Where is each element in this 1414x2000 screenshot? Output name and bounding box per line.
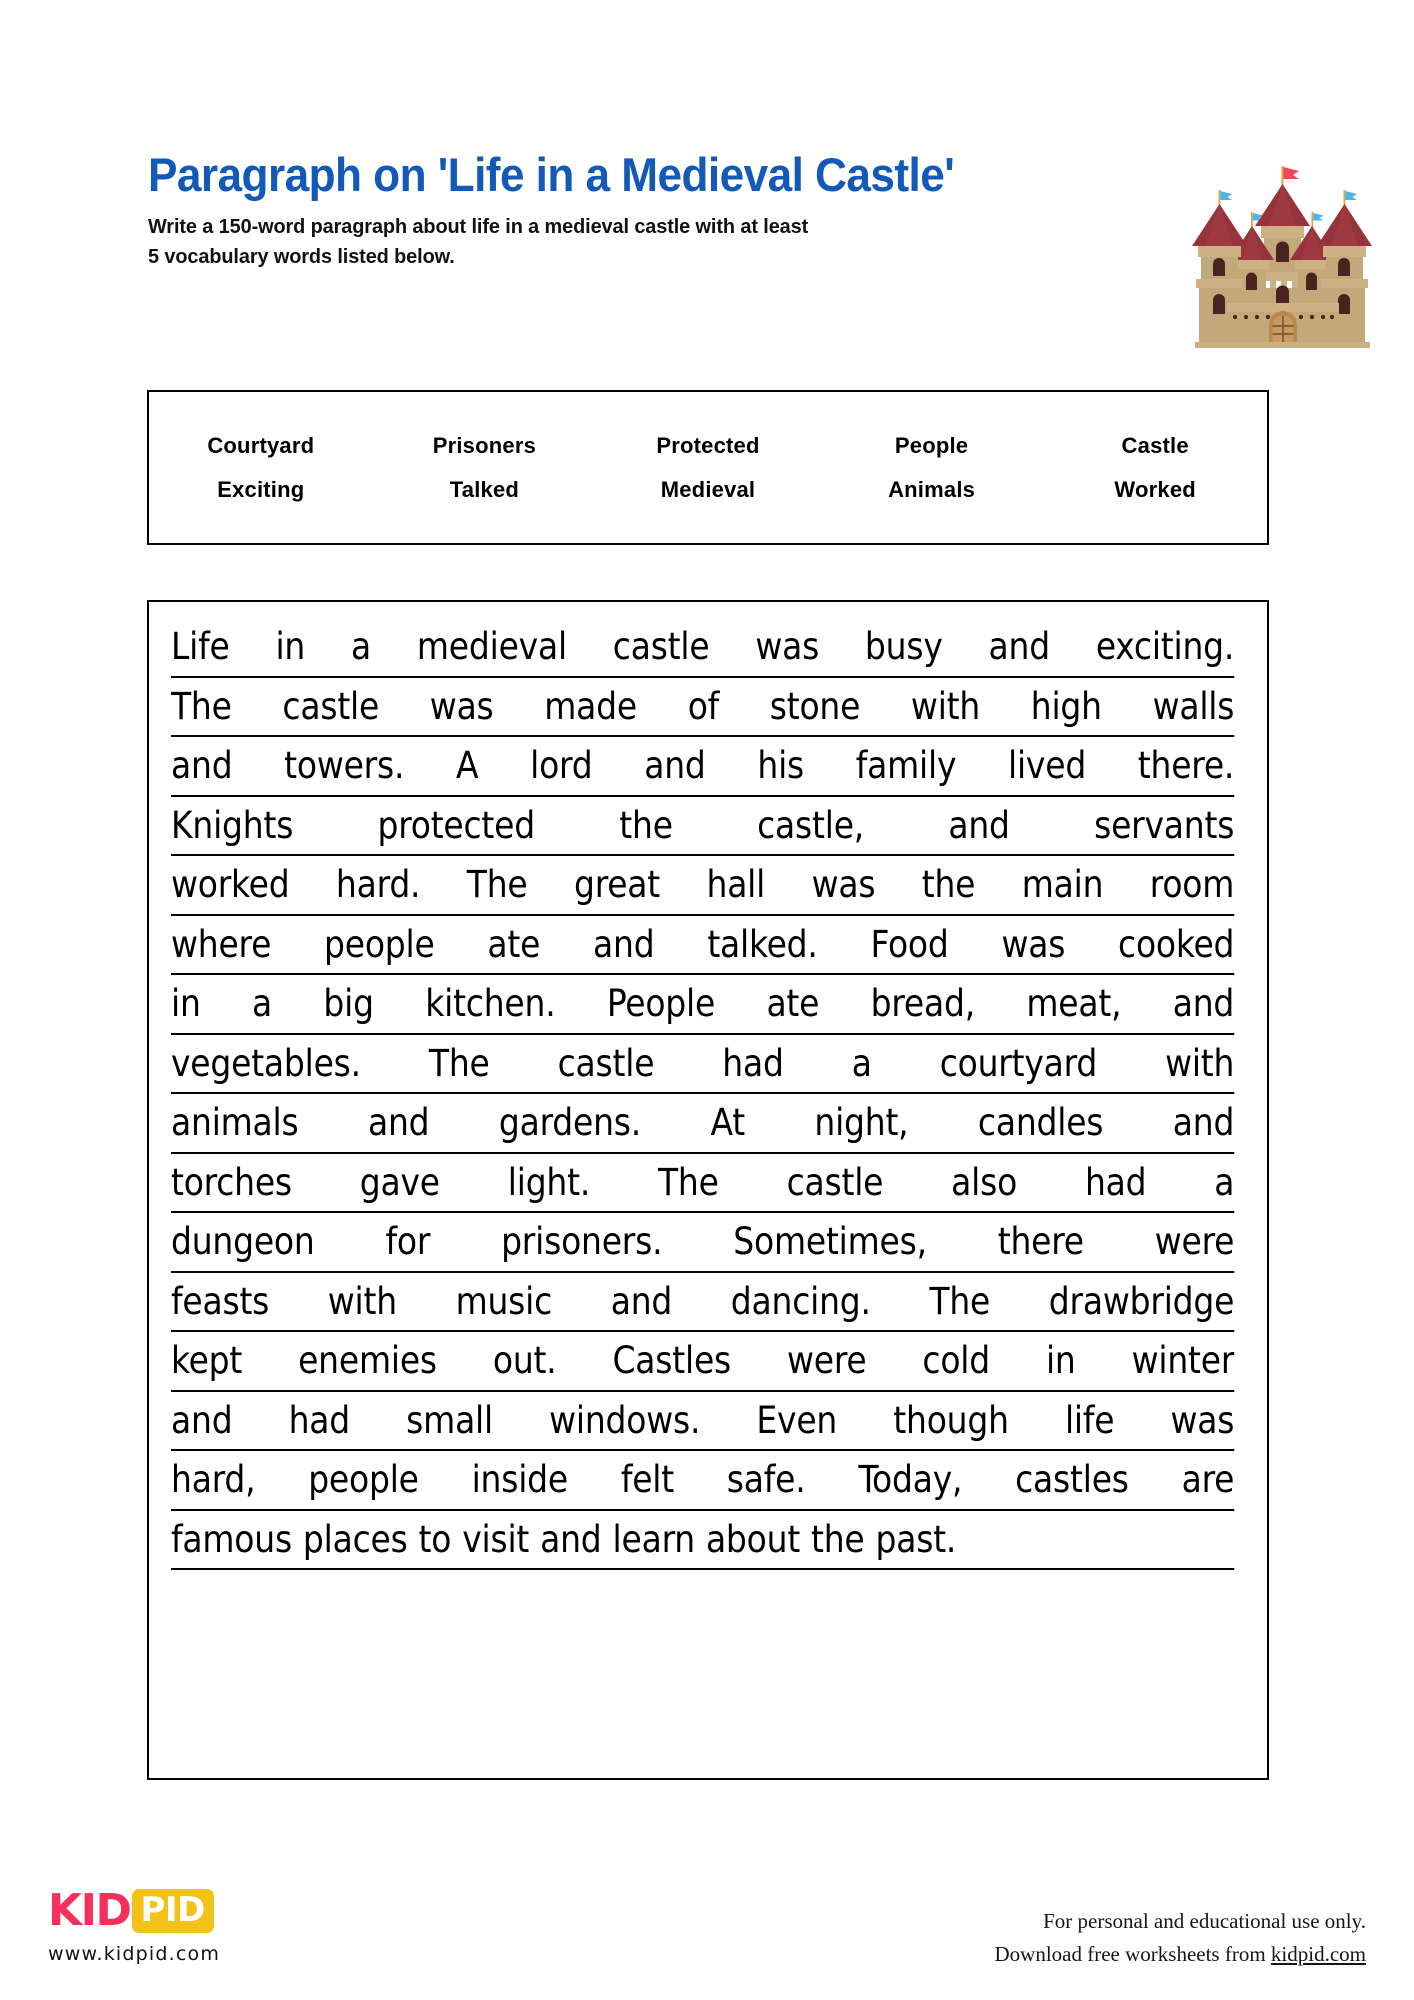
logo-text-kid: KID bbox=[48, 1885, 131, 1936]
paragraph-line: torches gave light. The castle also had a bbox=[171, 1154, 1234, 1214]
vocabulary-word: Castle bbox=[1121, 432, 1189, 458]
page-title: Paragraph on 'Life in a Medieval Castle' bbox=[148, 148, 955, 201]
castle-gate bbox=[1269, 311, 1297, 342]
paragraph-line: hard, people inside felt safe. Today, castles are bbox=[171, 1451, 1234, 1511]
paragraph-line: famous places to visit and learn about the past. bbox=[171, 1511, 1234, 1571]
paragraph-line: and had small windows. Even though life was bbox=[171, 1392, 1234, 1452]
footer-note-line-1: For personal and educational use only. bbox=[1043, 1909, 1366, 1933]
paragraph-line: kept enemies out. Castles were cold in winter bbox=[171, 1332, 1234, 1392]
paragraph-line: Knights protected the castle, and servants bbox=[171, 797, 1234, 857]
paragraph-line: animals and gardens. At night, candles and bbox=[171, 1094, 1234, 1154]
paragraph-line: where people ate and talked. Food was cooked bbox=[171, 916, 1234, 976]
footer-note-prefix: Download free worksheets from bbox=[994, 1941, 1271, 1966]
worksheet-header bbox=[148, 150, 1268, 360]
castle-illustration bbox=[1175, 160, 1390, 355]
vocabulary-word: Prisoners bbox=[432, 432, 537, 458]
paragraph-answer-box[interactable] bbox=[147, 600, 1269, 1780]
vocabulary-word: Exciting bbox=[217, 476, 305, 502]
vocabulary-row-1 bbox=[149, 424, 1267, 468]
worksheet-instructions bbox=[148, 212, 1118, 271]
paragraph-line: vegetables. The castle had a courtyard with bbox=[171, 1035, 1234, 1095]
vocabulary-word: Medieval bbox=[660, 476, 756, 502]
vocabulary-word: People bbox=[894, 432, 969, 458]
vocabulary-word: Protected bbox=[656, 432, 760, 458]
footer-note-line-2 bbox=[846, 1938, 1366, 1971]
vocabulary-word-bank bbox=[147, 390, 1269, 545]
instructions-line-1: Write a 150-word paragraph about life in a medieval castle with at least bbox=[148, 215, 809, 239]
vocabulary-row-2 bbox=[149, 468, 1267, 512]
kidpid-logo[interactable] bbox=[48, 1885, 368, 1978]
logo-text-pid: PID bbox=[132, 1889, 214, 1933]
vocabulary-word: Talked bbox=[449, 476, 520, 502]
paragraph-line: feasts with music and dancing. The drawbridge bbox=[171, 1273, 1234, 1333]
paragraph-line: and towers. A lord and his family lived there. bbox=[171, 737, 1234, 797]
paragraph-line: in a big kitchen. People ate bread, meat, and bbox=[171, 975, 1234, 1035]
paragraph-line: dungeon for prisoners. Sometimes, there were bbox=[171, 1213, 1234, 1273]
kidpid-link[interactable]: kidpid.com bbox=[1270, 1941, 1366, 1966]
vocabulary-word: Worked bbox=[1114, 476, 1196, 502]
vocabulary-word: Animals bbox=[888, 476, 976, 502]
instructions-line-2: 5 vocabulary words listed below. bbox=[148, 245, 455, 269]
vocabulary-word: Courtyard bbox=[207, 432, 315, 458]
logo-website-url: www.kidpid.com bbox=[48, 1943, 221, 1965]
paragraph-line: The castle was made of stone with high walls bbox=[171, 678, 1234, 738]
paragraph-line: Life in a medieval castle was busy and exciting. bbox=[171, 618, 1234, 678]
paragraph-lines bbox=[171, 618, 1245, 1570]
footer-usage-note bbox=[846, 1905, 1366, 1970]
logo-mark bbox=[48, 1885, 368, 1936]
paragraph-line: worked hard. The great hall was the main room bbox=[171, 856, 1234, 916]
